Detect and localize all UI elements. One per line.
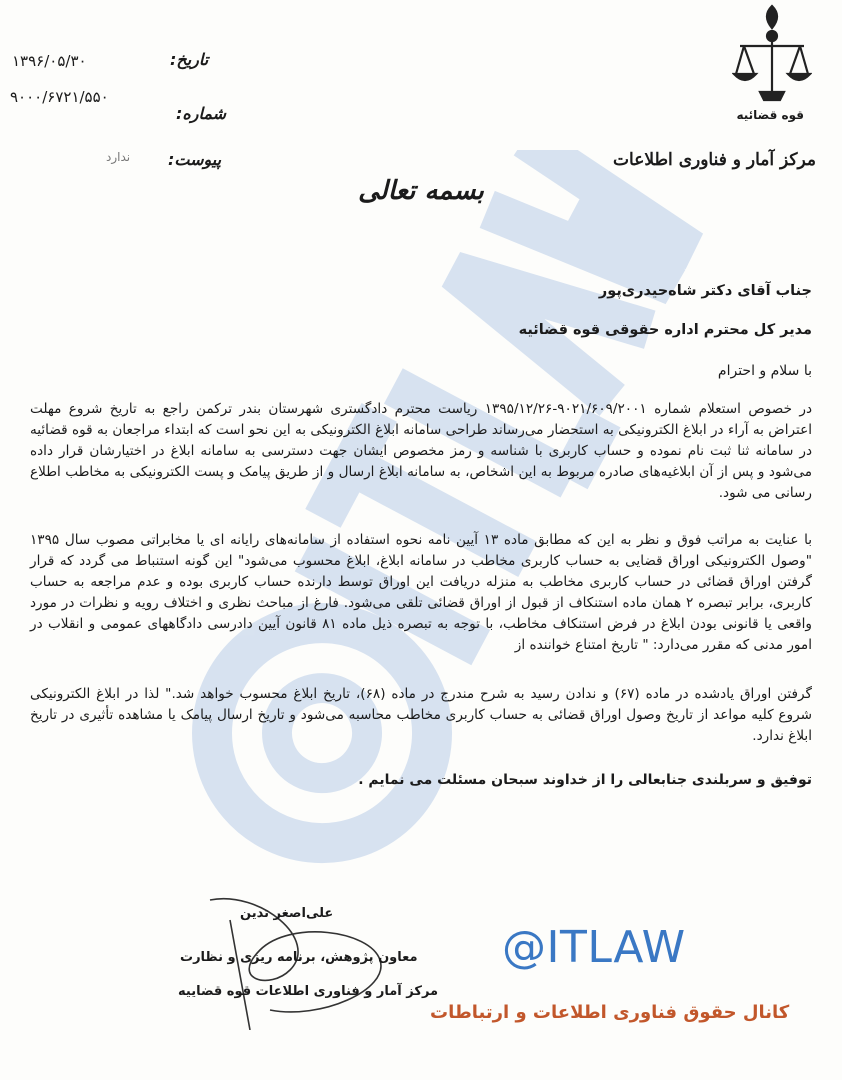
number-value: ۹۰۰۰/۶۷۲۱/۵۵۰ <box>10 88 109 106</box>
emblem-label: قوه قضائیه <box>736 108 804 122</box>
greeting: با سلام و احترام <box>717 363 812 379</box>
signatory-position: معاون پژوهش، برنامه ریزی و نظارت <box>180 950 418 965</box>
body-paragraph-2: با عنایت به مراتب فوق و نظر به این که مطابق ماده ۱۳ آیین نامه نحوه استفاده از سامانه‌های رایانه ای یا مخابراتی مصوب سال ۱۳۹۵ "وصول الکترونیکی اوراق قضایی به حساب کاربری مخاطب در سامانه ابلاغ، ابلاغ محسوب می‌شود" این گونه استنباط می گردد که قرار گرفتن اوراق قضائی در حساب کاربری مخاطب به منزله دریافت این اوراق توسط دارنده حساب کاربری بوده و عدم مراجعه به حساب کاربری، برابر تبصره ۲ همان ماده استنکاف از قبول از اوراق قضائی تلقی می‌شود. فارغ از مباحث نظری و اختلاف رویه و نظرات در مورد واقعی یا قانونی بودن ابلاغ در فرض استنکاف مخاطب، با توجه به تبصره ذیل ماده ۸۱ قانون آیین دادرسی دادگاههای عمومی و انقلاب در امور مدنی که مقرر می‌دارد: " تاریخ امتناع خواننده از <box>30 532 813 653</box>
recipient-name: جناب آقای دکتر شاه‌حیدری‌پور <box>598 283 812 299</box>
body-paragraph-3: گرفتن اوراق یادشده در ماده (۶۷) و ندادن رسید به شرح مندرج در ماده (۶۸)، تاریخ ابلاغ محسوب خواهد شد." لذا در ابلاغ الکترونیکی شروع کلیه مواعد از تاریخ وصول اوراق قضائی به حساب کاربری مخاطب محاسبه می‌شود و تاریخ ارسال پیامک یا مشاهده تأثیری در تاریخ ابلاغ ندارد. <box>30 686 812 744</box>
body-paragraph-1: در خصوص استعلام شماره ۹۰۲۱/۶۰۹/۲۰۰۱-۱۳۹۵/۱۲/۲۶ ریاست محترم دادگستری شهرستان بندر ترکمن راجع به تاریخ شروع مهلت اعتراض به آراء در ابلاغ الکترونیکی به استحضار می‌رساند طراحی سامانه ابلاغ الکترونیکی به این نحو است که ابتداء مراجعان به قوه قضائیه در سامانه ثنا ثبت نام نموده و حساب کاربری با شناسه و رمز مخصوص ایشان جهت دسترسی به سامانه ابلاغ در اختیارشان قرار داده می‌شود و پس از آن ابلاغیه‌های صادره مربوط به این اشخاص، به سامانه ابلاغ ارسال و از طریق پیامک و پست الکترونیکی به مخاطب اطلاع رسانی می شود. <box>30 401 812 501</box>
itlaw-handle: @ITLAW <box>502 922 686 973</box>
date-value: ۱۳۹۶/۰۵/۳۰ <box>12 52 87 70</box>
attachment-label: پیوست: <box>168 150 222 169</box>
basmala-heading: بسمه تعالی <box>358 176 484 206</box>
scales-of-justice-icon <box>732 0 812 110</box>
recipient-title: مدیر کل محترم اداره حقوقی قوه قضائیه <box>518 322 812 338</box>
organization-name: مرکز آمار و فناوری اطلاعات <box>613 150 816 170</box>
attachment-value: ندارد <box>106 150 131 164</box>
signatory-name: علی‌اصغر تدین <box>240 906 334 921</box>
date-label: تاریخ: <box>170 50 209 69</box>
itlaw-channel-name: کانال حقوق فناوری اطلاعات و ارتباطات <box>430 1002 790 1023</box>
number-label: شماره: <box>176 104 227 123</box>
signatory-organization: مرکز آمار و فناوری اطلاعات قوه قضاییه <box>178 984 439 999</box>
closing-line: توفیق و سربلندی جنابعالی را از خداوند سبحان مسئلت می نمایم . <box>358 772 812 788</box>
